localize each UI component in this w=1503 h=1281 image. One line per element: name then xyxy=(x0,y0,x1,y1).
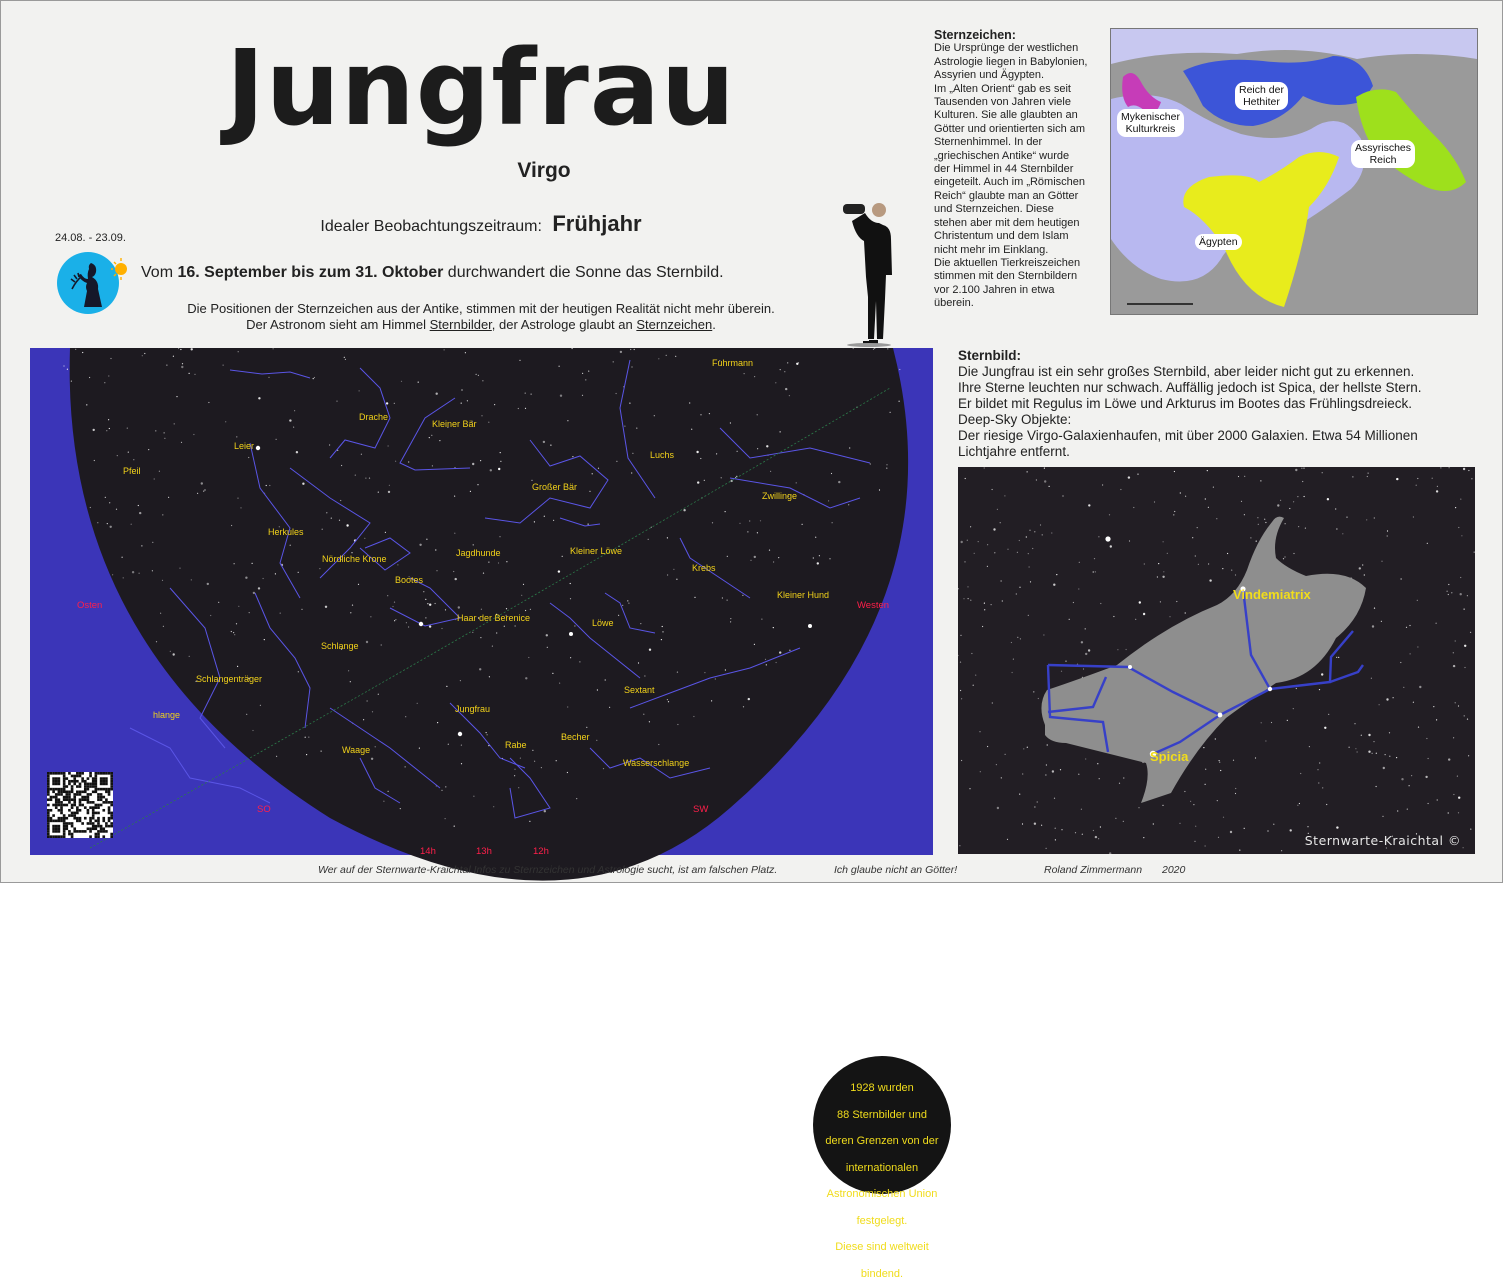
sternzeichen-line: überein. xyxy=(934,297,974,310)
photo-credit: Sternwarte-Kraichtal © xyxy=(1304,833,1461,848)
constellation-label: Bootes xyxy=(395,575,424,585)
sun-transit-text xyxy=(141,264,821,282)
spica-label: Spicia xyxy=(1150,749,1189,764)
constellation-label: Haar der Berenice xyxy=(457,613,531,623)
sternzeichen-heading: Sternzeichen: xyxy=(934,28,1016,42)
constellation-label: Nördliche Krone xyxy=(322,554,387,564)
sun-transit-period: 16. September bis zum 31. Oktober xyxy=(177,264,444,281)
sternzeichen-line: und Sternzeichen. Diese xyxy=(934,203,1054,216)
footer-middle: Ich glaube nicht an Götter! xyxy=(834,864,958,876)
sternzeichen-line: vor 2.100 Jahren in etwa xyxy=(934,283,1055,296)
sternbild-line: Er bildet mit Regulus im Löwe und Arkturus im Bootes das Frühlingsdreieck. xyxy=(958,396,1412,411)
footer-left: Wer auf der Sternwarte-Kraichtal Infos zu Sternzeichen und Astrologie sucht, ist am falschen Platz. xyxy=(318,864,778,876)
hour-label: 14h xyxy=(420,846,436,857)
constellation-label: Sextant xyxy=(624,685,655,695)
sternbild-line: Lichtjahre entfernt. xyxy=(958,444,1070,459)
constellation-label: Schlange xyxy=(321,641,359,651)
sternzeichen-line: Kulturen. Sie alle glaubten an xyxy=(934,109,1078,122)
constellation-label: Rabe xyxy=(505,740,527,750)
constellation-label: Waage xyxy=(342,745,371,755)
sky-map-drawing xyxy=(30,348,933,855)
sternzeichen-line: der Himmel in 44 Sternbilder xyxy=(934,163,1074,176)
sternbild-line: Deep-Sky Objekte: xyxy=(958,412,1072,427)
sternbild-line: Der riesige Virgo-Galaxienhaufen, mit über 2000 Galaxien. Etwa 54 Millionen xyxy=(958,428,1418,443)
constellation-label: Luchs xyxy=(650,450,675,460)
constellation-label: Drache xyxy=(359,412,389,422)
sternzeichen-line: nicht mehr im Einklang. xyxy=(934,243,1049,256)
observation-value: Frühjahr xyxy=(552,211,642,236)
hour-label: 12h xyxy=(533,846,549,857)
sternzeichen-line: Die Ursprünge der westlichen xyxy=(934,42,1079,55)
sternzeichen-line: Assyrien und Ägypten. xyxy=(934,69,1045,82)
page-subtitle: Virgo xyxy=(517,159,571,182)
constellation-label: Wasserschlange xyxy=(623,758,690,768)
sternbild-line: Die Jungfrau ist ein sehr großes Sternbild, aber leider nicht gut zu erkennen. xyxy=(958,364,1415,379)
sternzeichen-line: Christentum und dem Islam xyxy=(934,230,1069,243)
sternzeichen-line: Die aktuellen Tierkreiszeichen xyxy=(934,256,1081,269)
sternzeichen-line: Sternenhimmel. In der xyxy=(934,136,1043,149)
constellation-label: Herkules xyxy=(268,527,304,537)
sun-transit-suffix: durchwandert die Sonne das Sternbild. xyxy=(447,264,724,281)
iau-text: 1928 wurden 88 Sternbilder und deren Grenzen von der internationalen Astronomischen Union festgelegt. Diese sind weltweit bindend. xyxy=(825,1082,939,1280)
sun-transit-prefix: Vom xyxy=(141,264,174,281)
constellation-label: Schlangenträger xyxy=(196,674,263,684)
sternzeichen-line: Tausenden von Jahren viele xyxy=(934,96,1071,109)
sternzeichen-line: Im „Alten Orient“ gab es seit xyxy=(934,82,1071,95)
sternzeichen-line: stehen aber mit dem heutigen xyxy=(934,216,1080,229)
qr-code[interactable] xyxy=(47,772,113,838)
sternzeichen-info xyxy=(934,29,1114,311)
constellation-label: Löwe xyxy=(592,618,614,628)
sternzeichen-line: eingeteilt. Auch im „Römischen xyxy=(934,176,1086,189)
constellation-label: Kleiner Löwe xyxy=(570,546,623,556)
constellation-label: Fuhrmann xyxy=(712,358,754,368)
constellation-label: Krebs xyxy=(692,563,716,573)
sternbild-heading: Sternbild: xyxy=(958,348,1021,363)
sternzeichen-line: „griechischen Antike“ wurde xyxy=(934,149,1070,162)
antik-note xyxy=(131,301,831,333)
direction-label-southeast: SO xyxy=(257,804,271,815)
iau-note xyxy=(813,1056,951,1280)
virgo-zodiac-icon xyxy=(55,249,125,315)
direction-label-east: Osten xyxy=(77,600,103,611)
antik-line-2 xyxy=(131,317,831,333)
sternbild-info xyxy=(958,348,1488,460)
virgo-photo xyxy=(958,467,1475,854)
map-label-assyrien: Assyrisches Reich xyxy=(1351,140,1415,168)
ancient-orient-map xyxy=(1110,28,1478,315)
constellation-label: Pfeil xyxy=(123,466,141,476)
observer-with-binoculars-image xyxy=(839,201,897,347)
map-label-mykene: Mykenischer Kulturkreis xyxy=(1117,109,1184,137)
hour-label: 13h xyxy=(476,846,492,857)
map-label-aegypten: Ägypten xyxy=(1195,234,1242,250)
virgo-figure xyxy=(1041,517,1366,803)
antik-line-1: Die Positionen der Sternzeichen aus der Antike, stimmen mit der heutigen Realität nicht mehr überein. xyxy=(187,301,775,316)
constellation-label: Jagdhunde xyxy=(456,548,501,558)
vindemiatrix-label: Vindemiatrix xyxy=(1233,587,1311,602)
constellation-label: Leier xyxy=(234,441,255,451)
constellation-label: Großer Bär xyxy=(532,482,578,492)
footer-year: 2020 xyxy=(1162,864,1186,876)
observation-period xyxy=(231,211,731,237)
sternbilder-link: Sternbilder xyxy=(429,317,492,332)
observation-label: Idealer Beobachtungszeitraum: xyxy=(320,218,542,235)
date-range: 24.08. - 23.09. xyxy=(55,232,126,244)
map-drawing xyxy=(1111,29,1477,314)
constellation-label: Jungfrau xyxy=(455,704,491,714)
direction-label-west: Westen xyxy=(857,600,890,611)
constellation-label: Zwillinge xyxy=(762,491,798,501)
constellation-label: Kleiner Bär xyxy=(432,419,477,429)
direction-label-southwest: SW xyxy=(693,804,709,815)
antik-line-2-b: , der Astrologe glaubt an xyxy=(491,317,633,332)
constellation-label: Kleiner Hund xyxy=(777,590,830,600)
constellation-label: hlange xyxy=(153,710,181,720)
sternbild-line: Ihre Sterne leuchten nur schwach. Auffällig jedoch ist Spica, der hellste Stern. xyxy=(958,380,1422,395)
page-title: Jungfrau xyxy=(226,27,736,149)
footer-author: Roland Zimmermann xyxy=(1044,864,1143,876)
map-label-hethiter: Reich der Hethiter xyxy=(1235,82,1288,110)
sternzeichen-line: Götter und orientierten sich am xyxy=(934,122,1086,135)
sternzeichen-line: stimmen mit den Sternbildern xyxy=(934,270,1078,283)
sternzeichen-line: Astrologie liegen in Babylonien, xyxy=(934,55,1088,68)
virgo-photo-drawing xyxy=(958,467,1475,854)
constellation-label: Becher xyxy=(561,732,590,742)
sternzeichen-link: Sternzeichen xyxy=(636,317,713,332)
antik-line-2-a: Der Astronom sieht am Himmel xyxy=(246,317,427,332)
antik-line-2-c: . xyxy=(712,317,716,332)
sternzeichen-line: Reich“ glaubte man an Götter xyxy=(934,189,1079,202)
